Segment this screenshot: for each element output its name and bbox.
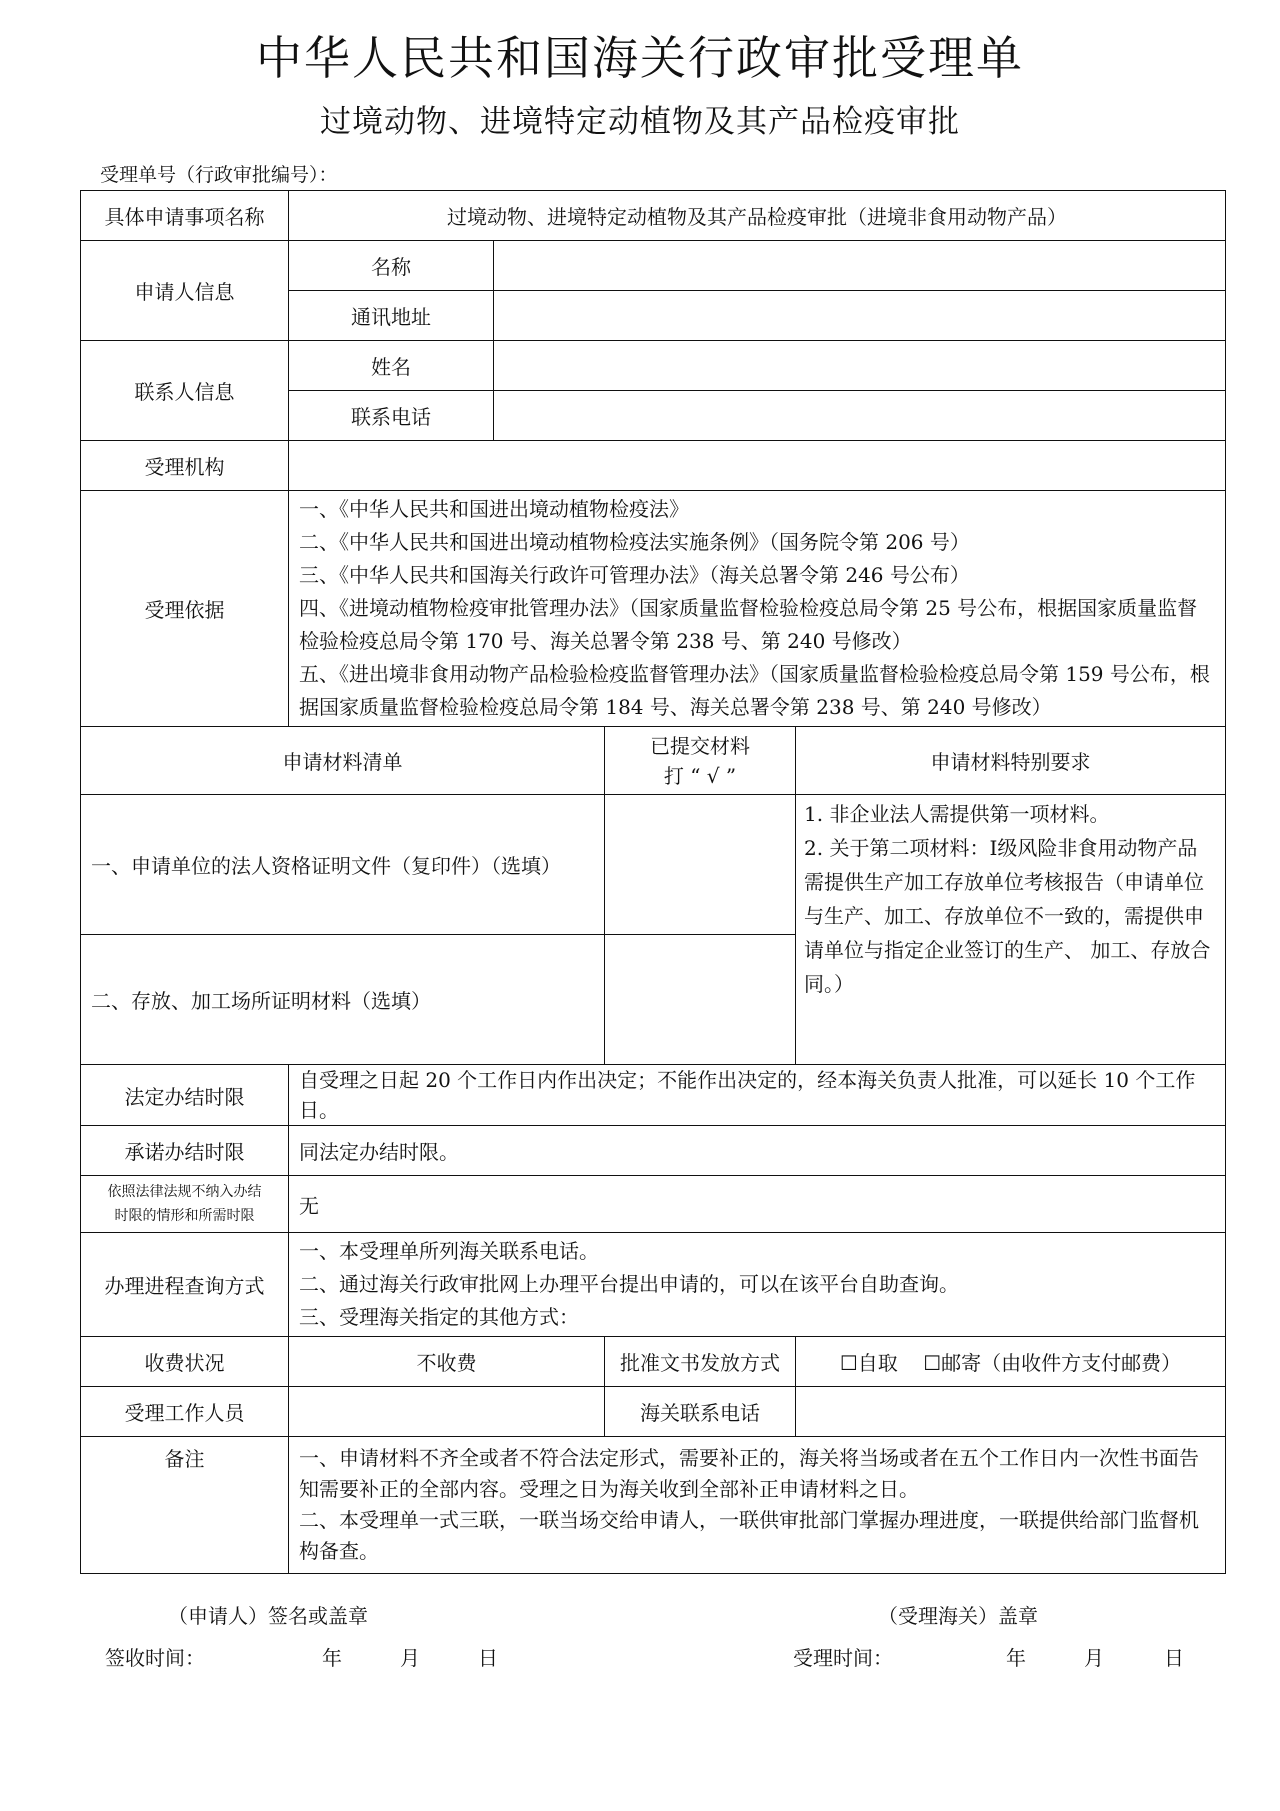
material-1: 一、申请单位的法人资格证明文件（复印件）（选填） (81, 795, 605, 935)
submitted-header-line: 已提交材料 (650, 733, 750, 758)
applicant-address-label: 通讯地址 (289, 291, 494, 341)
basis-label: 受理依据 (81, 491, 289, 727)
contact-label: 联系人信息 (81, 341, 289, 441)
query-line: 二、通过海关行政审批网上办理平台提出申请的，可以在该平台自助查询。 (299, 1272, 959, 1296)
basis-line: 三、《中华人民共和国海关行政许可管理办法》（海关总署令第 246 号公布） (299, 563, 970, 587)
contact-name-label: 姓名 (289, 341, 494, 391)
applicant-name-field[interactable] (494, 241, 1226, 291)
agency-field[interactable] (289, 441, 1226, 491)
material-1-checkbox-cell[interactable] (605, 795, 796, 935)
applicant-address-field[interactable] (494, 291, 1226, 341)
fee-value: 不收费 (289, 1337, 605, 1387)
excluded-label-line: 时限的情形和所需时限 (114, 1208, 255, 1224)
receipt-time-label: 签收时间： (105, 1646, 205, 1670)
item-value: 过境动物、进境特定动植物及其产品检疫审批（进境非食用动物产品） (289, 191, 1226, 241)
self-pickup-label: 自取 (857, 1351, 898, 1375)
query-line: 三、受理海关指定的其他方式： (299, 1305, 579, 1329)
requirement-item: 2. 关于第二项材料：Ⅰ级风险非食用动物产品需提供生产加工存放单位考核报告（申请单位与生产、加工、存放单位不一致的，需提供申请单位与指定企业签订的生产、 加工、存放合同。） (804, 836, 1211, 996)
receipt-year: 年 (322, 1646, 342, 1670)
excluded-value: 无 (289, 1176, 1226, 1233)
receipt-day: 日 (478, 1646, 498, 1670)
delivery-options (796, 1337, 1226, 1387)
applicant-name-label: 名称 (289, 241, 494, 291)
excluded-label (81, 1176, 289, 1233)
receipt-month: 月 (400, 1646, 420, 1670)
note-line: 一、申请材料不齐全或者不符合法定形式，需要补正的，海关将当场或者在五个工作日内一次性书面告知需要补正的全部内容。受理之日为海关收到全部补正申请材料之日。 (299, 1446, 1199, 1501)
basis-line: 一、《中华人民共和国进出境动植物检疫法》 (299, 497, 689, 521)
mail-label: 邮寄（由收件方支付邮费） (941, 1351, 1182, 1375)
staff-field[interactable] (289, 1387, 605, 1437)
customs-seal-label: （受理海关）盖章 (878, 1604, 1038, 1628)
notes-label: 备注 (81, 1437, 289, 1574)
accept-year: 年 (1006, 1646, 1026, 1670)
promised-limit-value: 同法定办结时限。 (289, 1126, 1226, 1176)
query-content (289, 1233, 1226, 1337)
basis-line: 二、《中华人民共和国进出境动植物检疫法实施条例》（国务院令第 206 号） (299, 530, 970, 554)
requirement-item: 1. 非企业法人需提供第一项材料。 (804, 802, 1110, 826)
notes-content (289, 1437, 1226, 1574)
applicant-sign-label: （申请人）签名或盖章 (168, 1604, 368, 1628)
promised-limit-label: 承诺办结时限 (81, 1126, 289, 1176)
submitted-header (605, 727, 796, 795)
requirements-header: 申请材料特别要求 (796, 727, 1226, 795)
contact-phone-field[interactable] (494, 391, 1226, 441)
contact-phone-label: 联系电话 (289, 391, 494, 441)
material-2-checkbox-cell[interactable] (605, 935, 796, 1065)
query-label: 办理进程查询方式 (81, 1233, 289, 1337)
customs-phone-label: 海关联系电话 (605, 1387, 796, 1437)
customs-phone-field[interactable] (796, 1387, 1226, 1437)
accept-time-label: 受理时间： (793, 1646, 893, 1670)
basis-line: 五、《进出境非食用动物产品检验检疫监督管理办法》（国家质量监督检验检疫总局令第 159 号公布，根据国家质量监督检验检疫总局令第 184 号、海关总署令第 238 号、第 240 号修改） (299, 662, 1210, 719)
submitted-header-line: 打 “ √ ” (663, 763, 737, 788)
fee-label: 收费状况 (81, 1337, 289, 1387)
contact-name-field[interactable] (494, 341, 1226, 391)
applicant-label: 申请人信息 (81, 241, 289, 341)
legal-limit-label: 法定办结时限 (81, 1065, 289, 1126)
excluded-label-line: 依照法律法规不纳入办结 (107, 1184, 262, 1200)
legal-limit-value: 自受理之日起 20 个工作日内作出决定；不能作出决定的，经本海关负责人批准，可以延长 10 个工作日。 (289, 1065, 1226, 1126)
self-pickup-checkbox[interactable]: ☐ (839, 1351, 858, 1375)
doc-number-label: 受理单号（行政审批编号）： (100, 164, 338, 186)
accept-month: 月 (1084, 1646, 1104, 1670)
application-form-table (80, 190, 1226, 1574)
basis-line: 四、《进境动植物检疫审批管理办法》（国家质量监督检验检疫总局令第 25 号公布，根据国家质量监督检验检疫总局令第 170 号、海关总署令第 238 号、第 240 号修改） (299, 596, 1198, 653)
materials-header: 申请材料清单 (81, 727, 605, 795)
mail-checkbox[interactable]: ☐ (923, 1351, 942, 1375)
query-line: 一、本受理单所列海关联系电话。 (299, 1239, 599, 1263)
basis-content (289, 491, 1226, 727)
agency-label: 受理机构 (81, 441, 289, 491)
delivery-label: 批准文书发放方式 (605, 1337, 796, 1387)
accept-day: 日 (1164, 1646, 1184, 1670)
document-title: 中华人民共和国海关行政审批受理单 (256, 31, 1024, 85)
requirements-content (796, 795, 1226, 1065)
item-label: 具体申请事项名称 (81, 191, 289, 241)
staff-label: 受理工作人员 (81, 1387, 289, 1437)
document-subtitle: 过境动物、进境特定动植物及其产品检疫审批 (320, 104, 960, 140)
material-2: 二、存放、加工场所证明材料（选填） (81, 935, 605, 1065)
note-line: 二、本受理单一式三联，一联当场交给申请人，一联供审批部门掌握办理进度，一联提供给部门监督机构备查。 (299, 1508, 1199, 1563)
